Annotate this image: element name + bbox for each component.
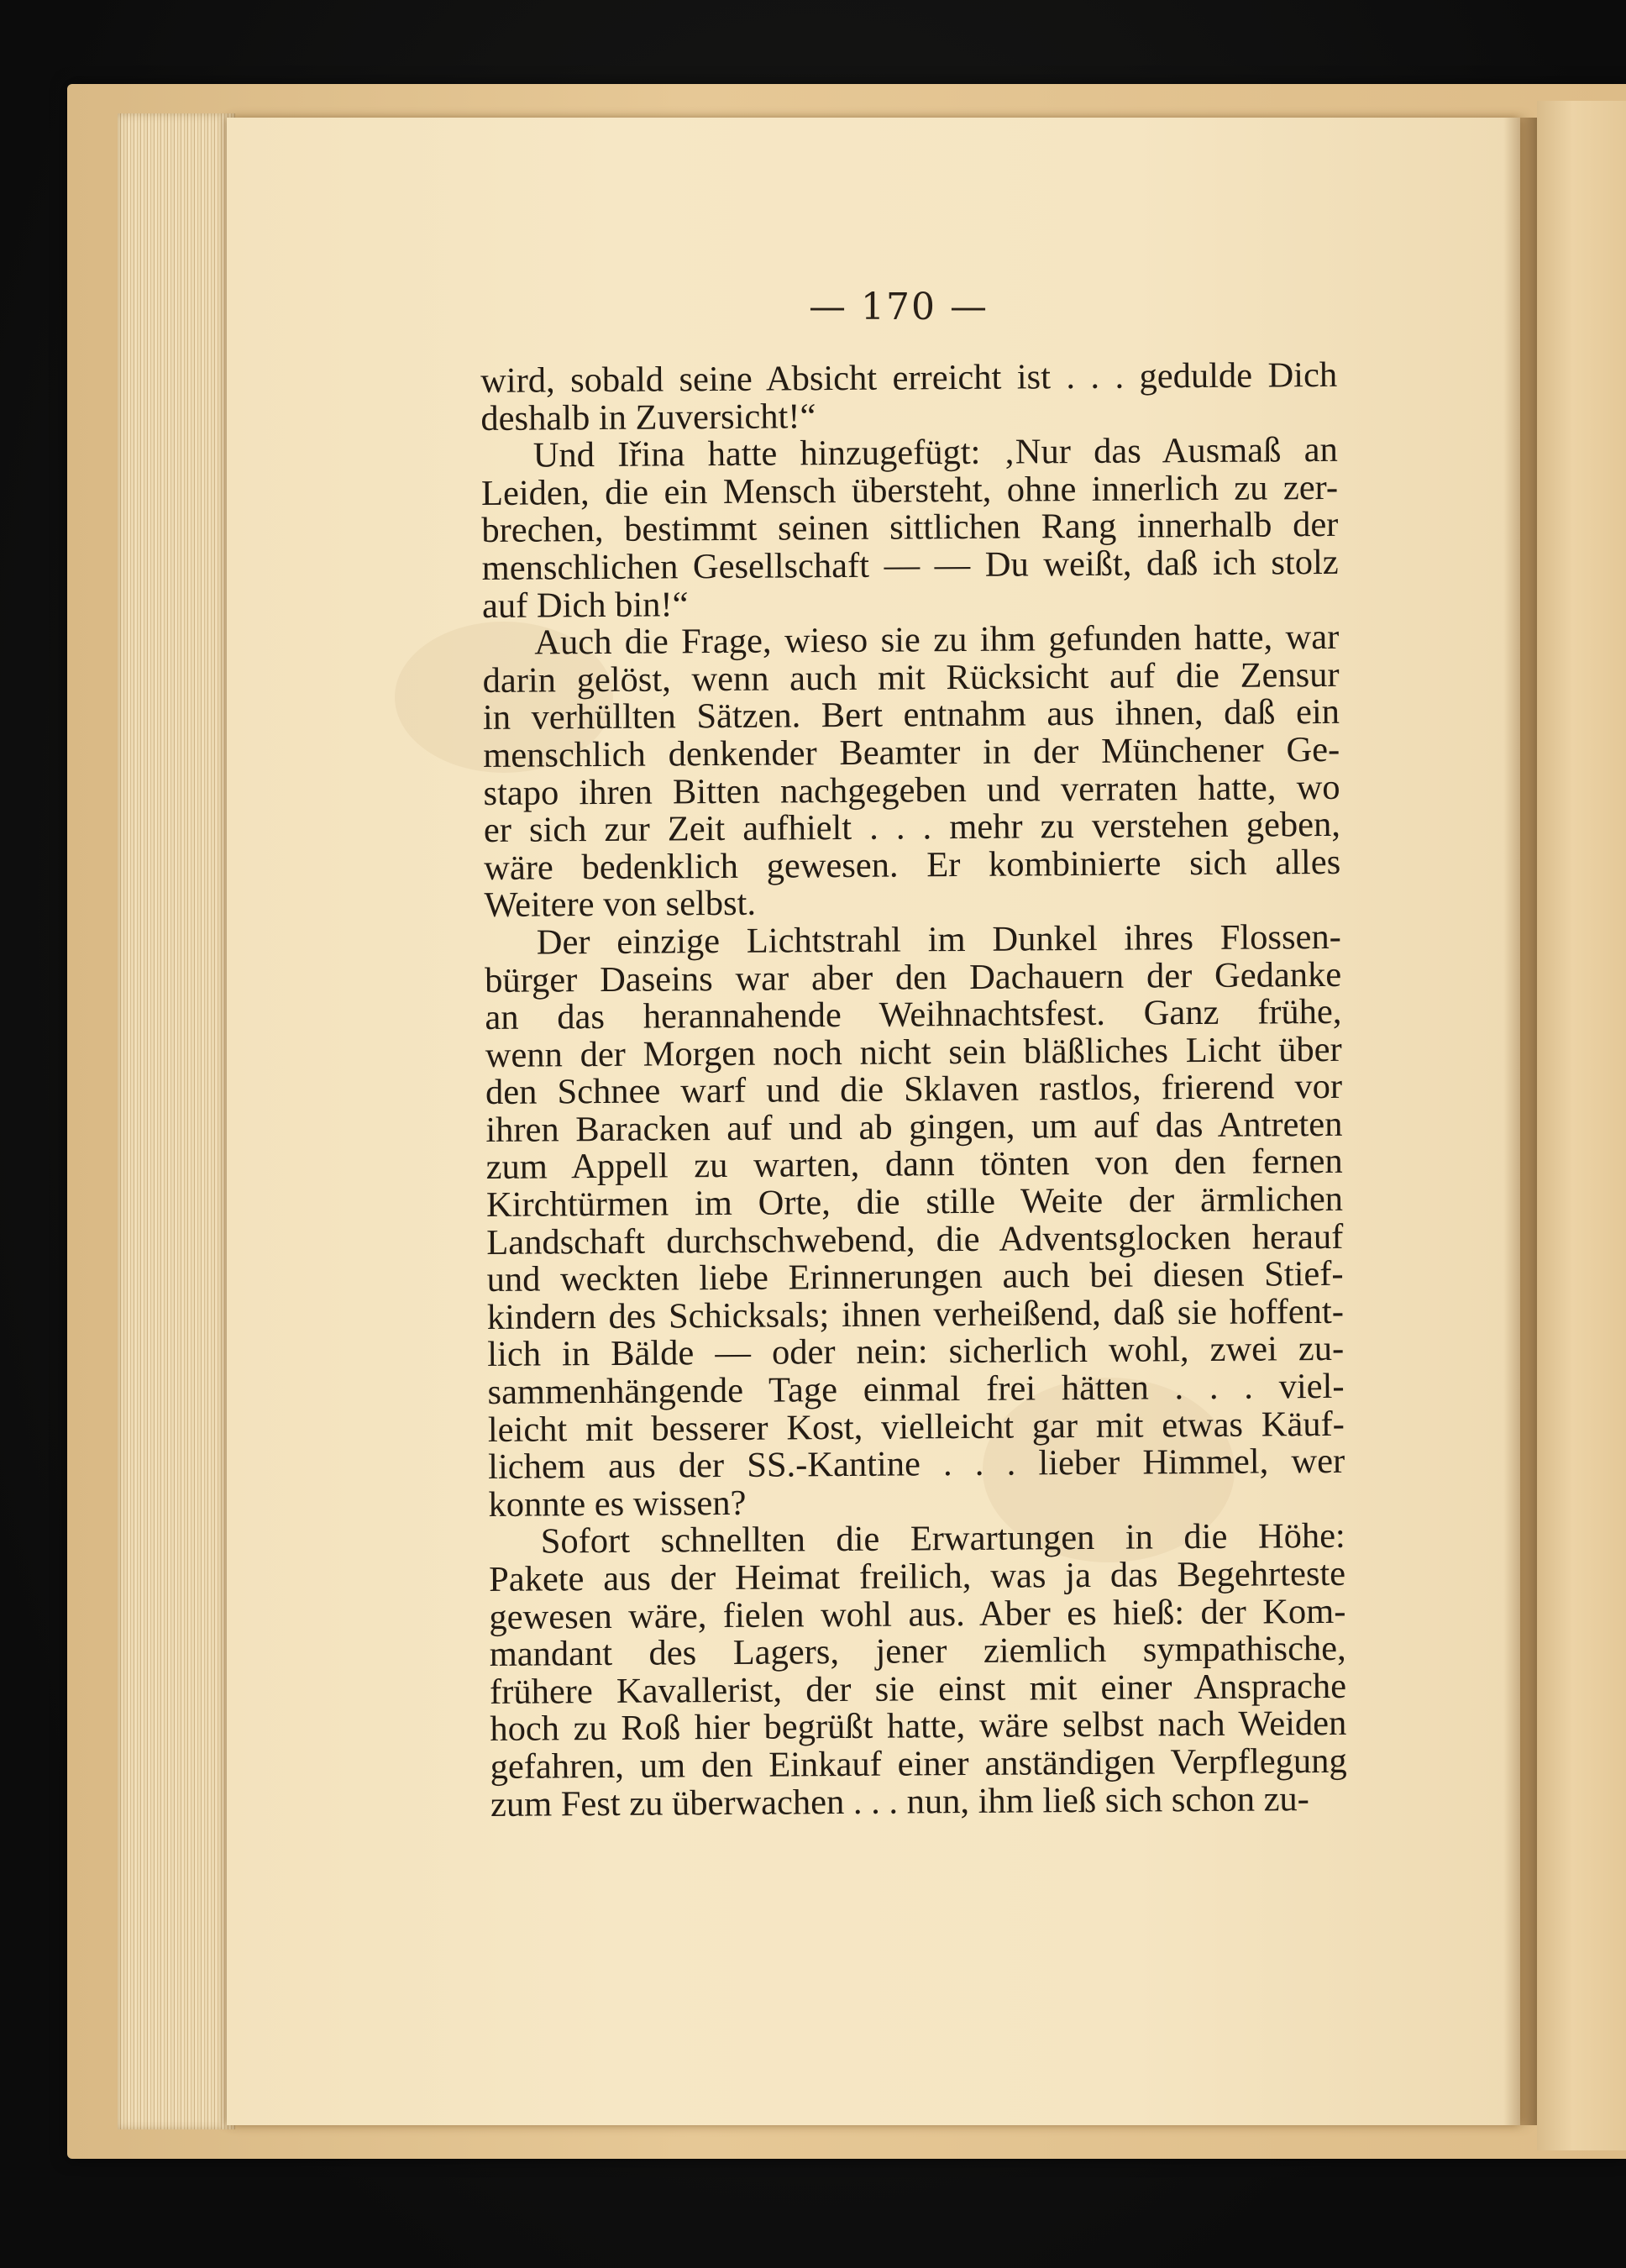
paragraph [484,916,1345,1525]
paragraph [482,619,1340,925]
text-line: wäre bedenklich gewesen. Er kombinierte sich alles [484,842,1341,888]
text-line: kindern des Schicksals; ihnen verheißend, daß sie hoffent- [486,1291,1345,1337]
text-line: zum Fest zu überwachen . . . nun, ihm ließ sich schon zu- [490,1778,1310,1824]
text-line: gewesen wäre, fielen wohl aus. Aber es hieß: der Kom- [489,1591,1346,1637]
text-line: wenn der Morgen noch nicht sein bläßliches Licht über [485,1029,1342,1075]
text-line: deshalb in Zuversicht!“ [480,396,816,438]
text-line: Der einzige Lichtstrahl im Dunkel ihres Flossen- [536,916,1341,963]
text-line: frühere Kavallerist, der sie einst mit einer Ansprache [489,1666,1347,1712]
text-line: an das herannahende Weihnachtsfest. Ganz frühe, [485,991,1342,1038]
text-line: wird, sobald seine Absicht erreicht ist . . . gedulde Dich [480,354,1338,401]
text-line: lichem aus der SS.-Kantine . . . lieber Himmel, wer [488,1441,1345,1488]
text-line: Pakete aus der Heimat freilich, was ja das Begehrteste [488,1553,1346,1599]
paragraph [480,354,1338,438]
text-line: mandant des Lagers, jener ziemlich sympathische, [489,1629,1346,1675]
body-text [480,354,1347,1824]
text-line: menschlich denkender Beamter in der Münchener Ge- [483,729,1340,775]
paragraph [481,432,1340,625]
text-line: stapo ihren Bitten nachgegeben und verraten hatte, wo [483,767,1340,813]
text-line: Weitere von selbst. [484,884,757,926]
page-number: — 170 — [809,286,989,328]
text-line: menschlichen Gesellschaft — — Du weißt, daß ich stolz [481,542,1339,588]
page-gutter [1503,118,1537,2125]
text-line: leicht mit besserer Kost, vielleicht gar mit etwas Käuf- [487,1404,1345,1450]
text-line: auf Dich bin!“ [481,584,689,626]
text-line: darin gelöst, wenn auch mit Rücksicht auf die Zensur [482,654,1340,701]
text-line: brechen, bestimmt seinen sittlichen Rang innerhalb der [481,505,1339,551]
text-line: konnte es wissen? [488,1483,747,1525]
text-line: Sofort schnellten die Erwartungen in die Höhe: [540,1516,1345,1562]
page-edges [118,113,235,2129]
text-line: Landschaft durchschwebend, die Adventsglocken herauf [486,1216,1344,1263]
text-line: sammenhängende Tage einmal frei hätten . . . viel- [487,1366,1345,1413]
text-line: Kirchtürmen im Orte, die stille Weite der ärmlichen [485,1179,1344,1226]
text-line: ihren Baracken auf und ab gingen, um auf das Antreten [485,1104,1343,1150]
text-line: bürger Daseins war aber den Dachauern der Gedanke [484,954,1342,1000]
text-line: Leiden, die ein Mensch übersteht, ohne innerlich zu zer- [480,467,1339,513]
next-page-edge [1537,101,1626,2150]
text-line: zum Appell zu warten, dann tönten von den fernen [485,1142,1343,1188]
text-line: gefahren, um den Einkauf einer anständigen Verpflegung [490,1740,1347,1787]
text-line: lich in Bälde — oder nein: sicherlich wohl, zwei zu- [487,1329,1345,1375]
text-line: Und Iřina hatte hinzugefügt: ‚Nur das Ausmaß an [532,430,1338,475]
text-line: hoch zu Roß hier begrüßt hatte, wäre selbst nach Weiden [490,1704,1347,1750]
text-line: und weckten liebe Erinnerungen auch bei diesen Stief- [486,1254,1344,1300]
text-line: in verhüllten Sätzen. Bert entnahm aus ihnen, daß ein [482,692,1340,738]
text-line: er sich zur Zeit aufhielt . . . mehr zu verstehen geben, [483,804,1341,851]
paragraph [489,1518,1347,1824]
text-line: den Schnee warf und die Sklaven rastlos, frierend vor [485,1067,1343,1113]
text-line: Auch die Frage, wieso sie zu ihm gefunden hatte, war [534,617,1340,663]
